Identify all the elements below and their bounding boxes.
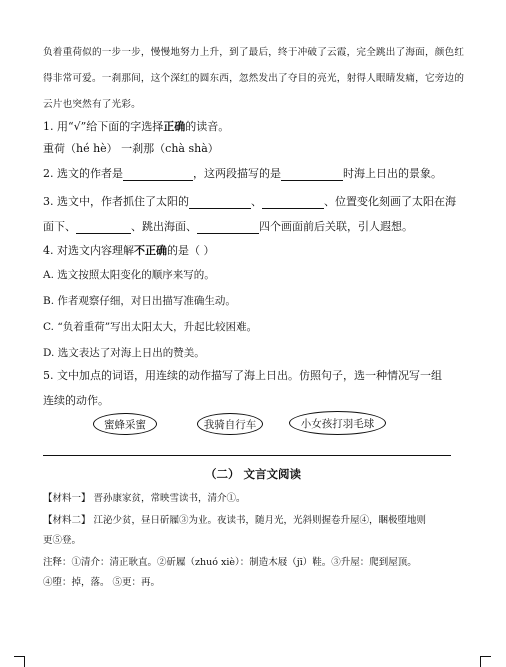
section-divider [43, 455, 451, 456]
crop-mark-left-horizontal [14, 656, 25, 657]
crop-mark-right-horizontal [480, 656, 491, 657]
notes-line-1: 注释：①清介：清正耿直。②斫屧（zhuó xiè）：制造木屐（jī）鞋。③升屋：爬到屋顶。 [43, 557, 417, 568]
answer-blank-picture-4[interactable] [197, 222, 259, 234]
question-2-part-a: 2. 选文的作者是 [43, 167, 123, 180]
question-4-prefix: 4. 对选文内容理解 [43, 244, 134, 257]
question-5-line-1: 5. 文中加点的词语，用连续的动作描写了海上日出。仿照句子，选一种情况写一组 [43, 369, 442, 382]
option-b[interactable]: B. 作者观察仔细，对日出描写准确生动。 [43, 295, 236, 307]
option-c[interactable]: C. “负着重荷”写出太阳太大，升起比较困难。 [43, 321, 258, 333]
question-3-line-1 [43, 193, 456, 209]
crop-mark-left-vertical [24, 656, 25, 667]
question-3-part-d: 面下、 [43, 220, 76, 233]
question-3-line-2 [43, 218, 413, 234]
answer-blank-change-2[interactable] [262, 197, 324, 209]
material-1: 【材料一】 晋孙康家贫，常映雪读书，清介①。 [43, 493, 246, 504]
question-1 [43, 118, 229, 134]
question-2-part-b: ，这两段描写的是 [193, 167, 281, 180]
option-d[interactable]: D. 选文表达了对海上日出的赞美。 [43, 347, 205, 359]
question-4-emphasis: 不正确 [134, 244, 167, 257]
question-2-part-c: 时海上日出的景象。 [343, 167, 442, 180]
question-1-suffix: 的读音。 [185, 120, 230, 133]
passage-line-3: 云片也突然有了光彩。 [43, 99, 141, 110]
answer-blank-author[interactable] [123, 169, 193, 181]
question-5-line-2: 连续的动作。 [43, 394, 109, 407]
question-3-part-c: 、位置变化刻画了太阳在海 [324, 195, 456, 208]
option-a[interactable]: A. 选文按照太阳变化的顺序来写的。 [43, 269, 215, 281]
notes-line-2: ④堕：掉，落。 ⑤更：再。 [43, 577, 161, 588]
passage-line-1: 负着重荷似的一步一步，慢慢地努力上升，到了最后，终于冲破了云霞，完全跳出了海面，颜色红 [43, 47, 465, 58]
question-4 [43, 242, 215, 258]
section-2-title: （二） 文言文阅读 [204, 467, 301, 481]
question-3-part-a: 3. 选文中，作者抓住了太阳的 [43, 195, 189, 208]
question-2 [43, 165, 442, 181]
question-4-suffix: 的是（ ） [167, 244, 215, 257]
answer-blank-time[interactable] [281, 169, 343, 181]
passage-line-2: 得非常可爱。一刹那间，这个深红的圆东西，忽然发出了夺目的亮光，射得人眼睛发痛，它旁边的 [43, 73, 465, 84]
question-3-part-e: 、跳出海面、 [131, 220, 197, 233]
question-1-emphasis: 正确 [163, 120, 186, 133]
material-2-line-2: 更⑤登。 [43, 535, 82, 546]
answer-blank-picture-2[interactable] [76, 222, 131, 234]
choice-riding-bicycle[interactable]: 我骑自行车 [197, 413, 263, 435]
question-1-options: 重荷（hé hè） 一刹那（chà shà） [43, 142, 219, 155]
material-2-line-1: 【材料二】 江泌少贫，昼日斫屧③为业。夜读书，随月光，光斜则握卷升屋④，睏极堕地则 [43, 515, 427, 526]
crop-mark-right-vertical [480, 656, 481, 667]
choice-girl-badminton[interactable]: 小女孩打羽毛球 [289, 411, 386, 435]
question-3-part-b: 、 [251, 195, 262, 208]
answer-blank-change-1[interactable] [189, 197, 251, 209]
question-3-part-f: 四个画面前后关联，引人遐想。 [259, 220, 413, 233]
choice-bee-collecting-honey[interactable]: 蜜蜂采蜜 [93, 413, 157, 435]
question-1-prefix: 1. 用“√”给下面的字选择 [43, 120, 164, 133]
